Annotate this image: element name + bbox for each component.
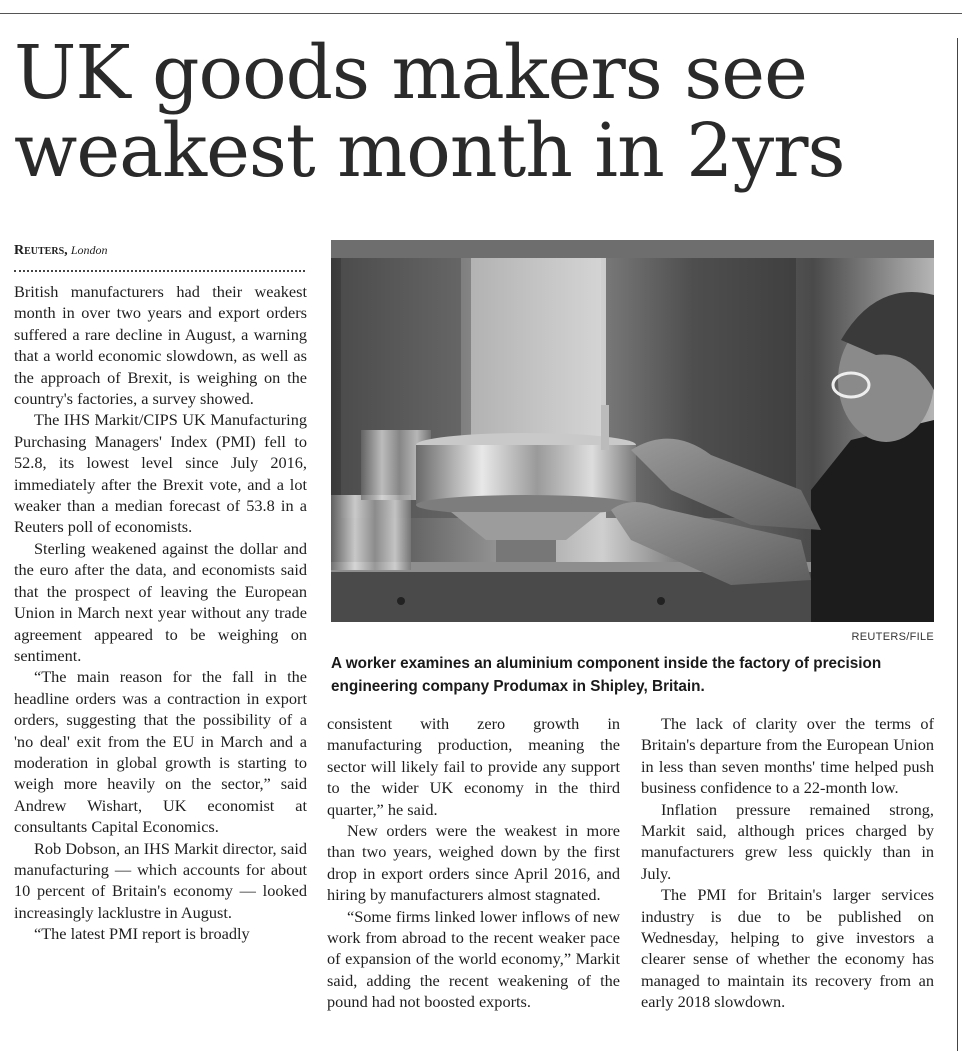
byline [14,242,314,259]
article-photo [331,240,934,622]
paragraph: Inflation pressure remained strong, Markit said, although prices charged by manufacturers grew less quickly than in July. [641,799,934,883]
photo-caption: A worker examines an aluminium component inside the factory of precision engineering company Produmax in Shipley, Britain. [331,655,882,695]
paragraph: New orders were the weakest in more than two years, weighed down by the first drop in export orders since April 2016, and hiring by manufacturers almost stagnated. [327,821,620,905]
article-column-2 [327,713,620,1013]
headline: UK goods makers see weakest month in 2yrs [14,30,845,194]
byline-agency: Reuters, [14,243,68,258]
byline-divider [14,270,305,272]
factory-worker-photo [331,240,934,622]
paragraph: The IHS Markit/CIPS UK Manufacturing Purchasing Managers' Index (PMI) fell to 52.8, its lowest level since July 2016, immediately after the Brexit vote, and a lot weaker than a median forecast of 53.8 in a Reuters poll of economists. [14,410,307,537]
paragraph: “The latest PMI report is broadly [34,924,250,944]
paragraph: Rob Dobson, an IHS Markit director, said manufacturing — which accounts for about 10 percent of Britain's economy — looked increasingly lacklustre in August. [14,838,307,922]
article-column-1 [14,281,307,945]
paragraph: “The main reason for the fall in the headline orders was a contraction in export orders, suggesting that the possibility of a 'no deal' exit from the EU in March and a moderation in global growth is starting to weigh more heavily on the sector,” said Andrew Wishart, UK economist at consultants Capital Economics. [14,667,307,837]
paragraph: consistent with zero growth in manufacturing production, meaning the sector will likely fail to provide any support to the wider UK economy in the third quarter,” he said. [327,714,620,819]
paragraph: The PMI for Britain's larger services industry is due to be published on Wednesday, helping to give investors a clearer sense of whether the economy has managed to maintain its recovery from an early 2018 slowdown. [641,885,934,1012]
photo-credit: REUTERS/FILE [851,631,934,643]
article-column-3 [641,713,934,1013]
paragraph: The lack of clarity over the terms of Britain's departure from the European Union in less than seven months' time helped push business confidence to a 22-month low. [641,714,934,798]
paragraph: British manufacturers had their weakest month in over two years and export orders suffered a rare decline in August, a warning that a world economic slowdown, as well as the approach of Brexit, is weighing on the country's factories, a survey showed. [14,282,307,409]
byline-location: London [70,243,108,257]
column-rule [957,38,958,1051]
paragraph: “Some firms linked lower inflows of new work from abroad to the recent weaker pace of expansion of the world economy,” Markit said, adding the recent weakening of the pound had not boosted exports. [327,906,620,1012]
paragraph: Sterling weakened against the dollar and the euro after the data, and economists said that the prospect of leaving the European Union in March next year without any trade agreement appeared to be weighing on sentiment. [14,538,307,665]
top-rule [0,13,962,14]
